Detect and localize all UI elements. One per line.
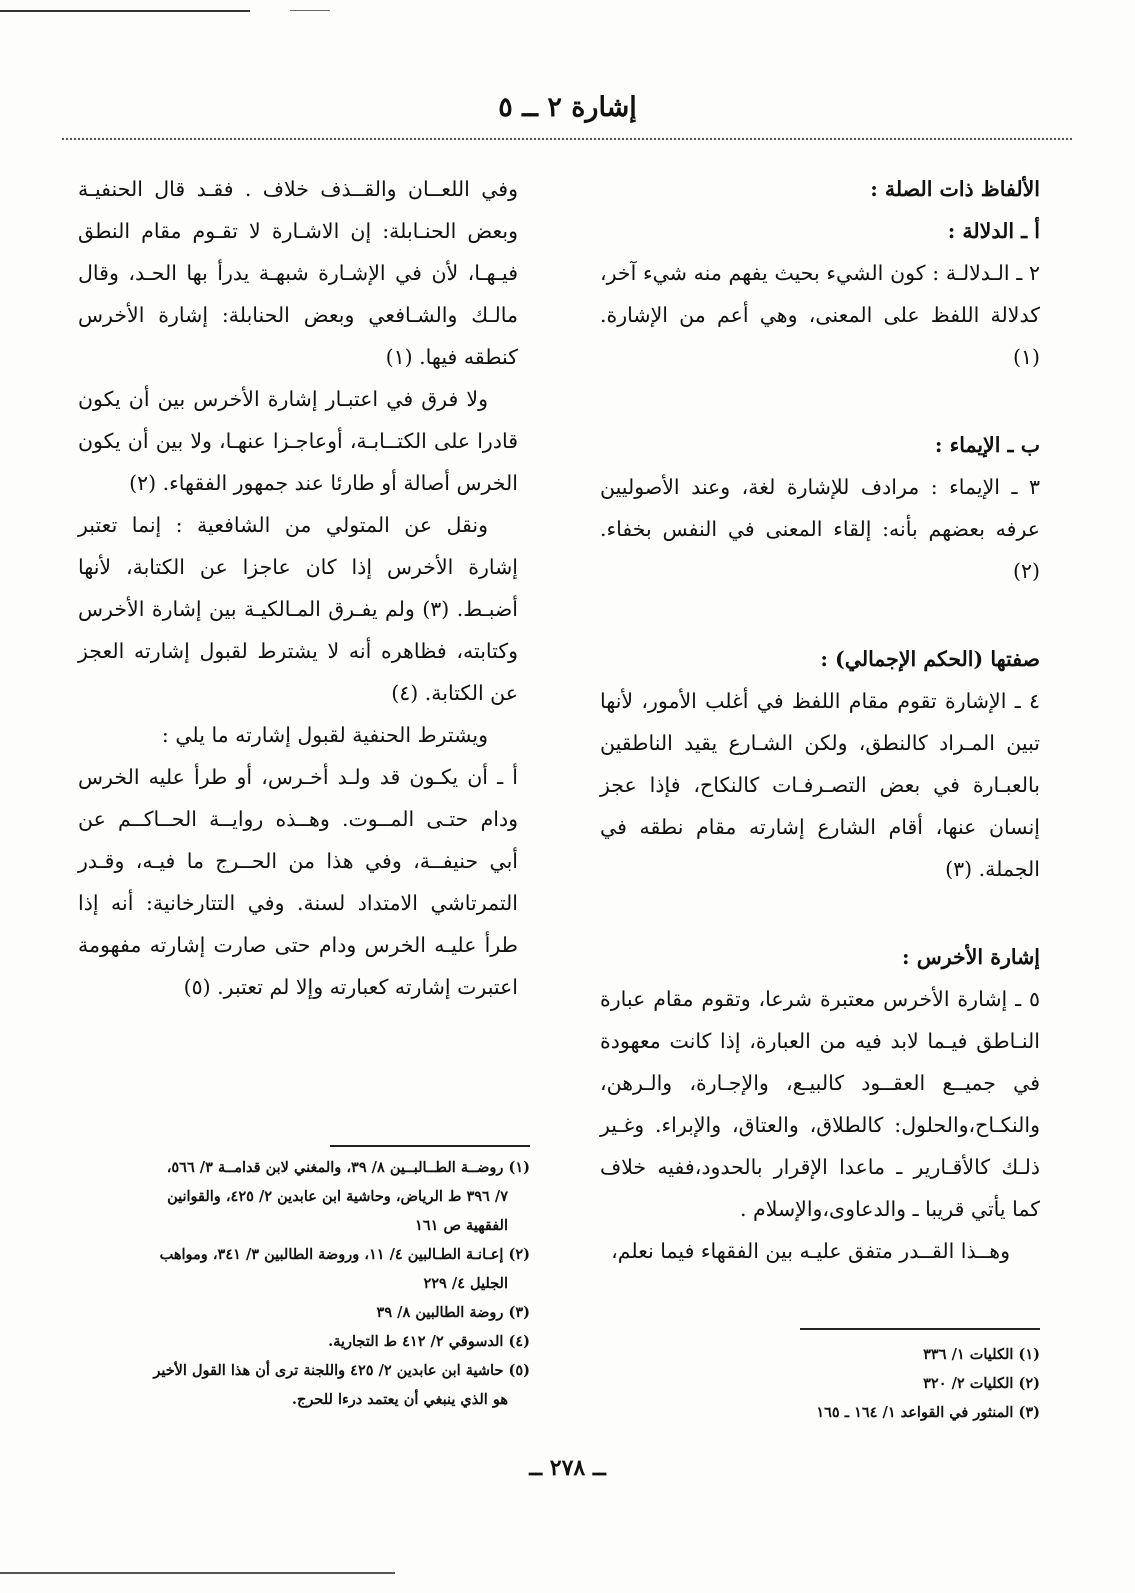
footnote-line: (٢) الكليات ٢/ ٣٢٠	[923, 1375, 1040, 1392]
footnote-line: (٤) الدسوقي ٢/ ٤١٢ ط التجارية.	[328, 1333, 530, 1350]
footnote-line: (٥) حاشية ابن عابدين ٢/ ٤٢٥ واللجنة ترى أن هذا القول الأخير	[153, 1362, 530, 1379]
footnote-line: (٣) روضة الطالبين ٨/ ٣٩	[376, 1304, 530, 1321]
footnote-divider-left	[330, 1145, 530, 1147]
paragraph-5-mute-sign: ٥ ـ إشارة الأخرس معتبرة شرعا، وتقوم مقام عبارة النـاطق فيـما لابد فيه من العبارة، إذا كانت معهودة في جميــع العقــود كالبيـع، والإجـارة، والـرهن، والنكـاح،والحلول: كالطلاق، والعتاق، والإبراء. وغـير ذلـك كالأقـارير ـ ماعدا الإقرار بالحدود،ففيه خلاف كما يأتي قريبا ـ والدعاوى،والإسلام .	[600, 987, 1040, 1221]
spacer	[600, 890, 1040, 936]
paragraph-lian-qadhf: وفي اللعــان والقــذف خلاف . فقـد قال الحنفيـة وبعض الحنـابلة: إن الاشـارة لا تقـوم مقام النطق فيـهـا، لأن في الإشـارة شبهـة يدرأ بها الحـد، وقال مالـك والشـافعي وبعض الحنابلة: إشارة الأخرس كنطقه فيها. (١)	[78, 177, 518, 369]
paragraph-consensus: وهــذا القــدر متفق عليـه بين الفقهاء فيما نعلم،	[611, 1239, 1010, 1263]
left-column	[78, 168, 518, 1008]
paragraph-hanafi-conditions: ويشترط الحنفية لقبول إشارته ما يلي :	[161, 723, 488, 747]
heading-mute-sign: إشارة الأخرس :	[902, 945, 1040, 969]
heading-dalala: أ ـ الدلالة :	[947, 219, 1040, 243]
paragraph-4-ruling: ٤ ـ الإشارة تقوم مقام اللفظ في أغلب الأمور، لأنها تبين المـراد كالنطق، ولكن الشـارع يقيد الناطقين بالعبـارة في بعض التصـرفـات كالنكاح، فإذا عجز إنسان عنها، أقام الشارع إشارته مقام نطقه في الجملة. (٣)	[600, 689, 1040, 881]
header-dotted-divider	[62, 138, 1072, 140]
heading-imaa: ب ـ الإيماء :	[934, 433, 1040, 457]
page-header: إشارة ٢ ــ ٥	[498, 92, 637, 123]
spacer	[600, 378, 1040, 424]
paragraph-no-difference: ولا فرق في اعتبـار إشارة الأخرس بين أن يكون قادرا على الكتــابـة، أوعاجـزا عنهـا، ولا بين أن يكون الخرس أصالة أو طارئا عند جمهور الفقهاء. (٢)	[78, 387, 518, 495]
footnote-divider-right	[800, 1328, 1040, 1330]
footnote-line: الجليل ٤/ ٢٢٩	[423, 1275, 508, 1292]
bottom-edge-rule	[0, 1572, 395, 1574]
footnotes-left	[78, 1153, 530, 1414]
page-number: ــ ٢٧٨ ــ	[529, 1455, 606, 1481]
paragraph-2-dalala: ٢ ـ الـدلالـة : كون الشيء بحيث يفهم منه شيء آخر، كدلالة اللفظ على المعنى، وهي أعم من الإشارة. (١)	[600, 261, 1040, 369]
heading-related-terms: الألفاظ ذات الصلة :	[870, 177, 1040, 201]
right-column	[600, 168, 1040, 1272]
top-edge-rule-short	[290, 10, 330, 11]
footnote-line: (٢) إعـانـة الطـالبين ٤/ ١١، وروضة الطالبين ٣/ ٣٤١، ومواهب	[159, 1246, 530, 1263]
heading-general-ruling: صفتها (الحكم الإجمالي) :	[820, 647, 1040, 671]
paragraph-condition-a: أ ـ أن يكـون قد ولـد أخـرس، أو طرأ عليه الخرس ودام حتـى المــوت. وهــذه روايــة الحــاكــم عن أبي حنيفــة، وفي هذا من الحــرج ما فيـه، وقـدر التمرتاشي الامتداد لسنة. وفي التتارخانية: أنه إذا طرأ عليـه الخرس ودام حتى صارت إشارته مفهومة اعتبرت إشارته كعبارته وإلا لم تعتبر. (٥)	[78, 765, 518, 999]
footnote-line: هو الذي ينبغي أن يعتمد درءا للحرج.	[291, 1391, 508, 1408]
paragraph-3-imaa: ٣ ـ الإيماء : مرادف للإشارة لغة، وعند الأصوليين عرفه بعضهم بأنه: إلقاء المعنى في النفس بخفاء. (٢)	[600, 475, 1040, 583]
footnote-line: (٣) المنثور في القواعد ١/ ١٦٤ ـ ١٦٥	[816, 1404, 1040, 1421]
spacer	[600, 592, 1040, 638]
footnote-line: الفقهية ص ١٦١	[415, 1217, 508, 1234]
paragraph-mutawalli: ونقل عن المتولي من الشافعية : إنما تعتبر إشارة الأخرس إذا كان عاجزا عن الكتابة، لأنها أضبـط. (٣) ولم يفـرق المـالكيـة بين إشارة الأخرس وكتابته، فظاهره أنه لا يشترط لقبول إشارته العجز عن الكتابة. (٤)	[78, 513, 518, 705]
footnotes-right	[680, 1340, 1040, 1427]
footnote-line: (١) الكليات ١/ ٣٣٦	[923, 1346, 1040, 1363]
footnote-line: ٧/ ٣٩٦ ط الرياض، وحاشية ابن عابدين ٢/ ٤٢٥، والقوانين	[167, 1188, 508, 1205]
footnote-line: (١) روضــة الطــالبــين ٨/ ٣٩، والمغني لابن قدامــة ٣/ ٥٦٦،	[166, 1159, 530, 1176]
top-edge-rule	[0, 10, 250, 12]
